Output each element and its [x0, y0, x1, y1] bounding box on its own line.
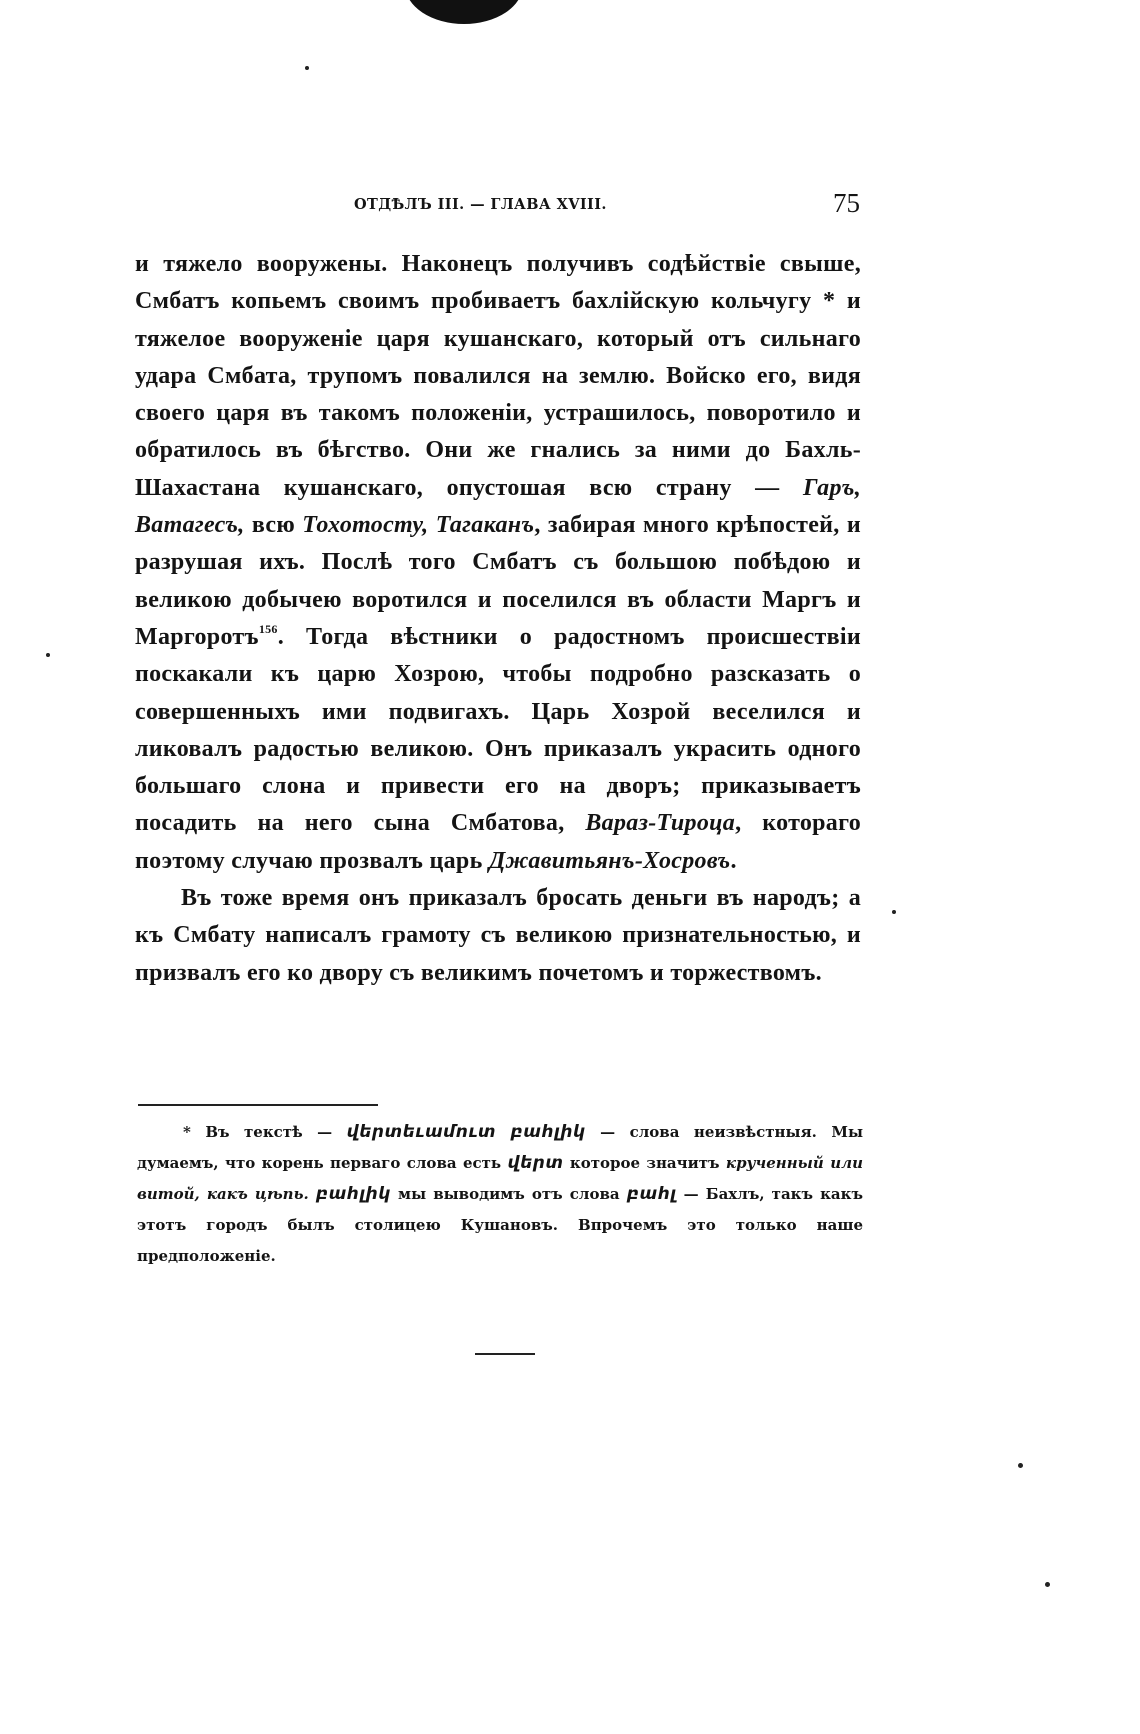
speck	[892, 910, 896, 914]
person-name: Вараз-Тироца	[585, 810, 736, 837]
armenian-word: վերտ	[507, 1153, 564, 1173]
note-reference: 156	[258, 621, 278, 636]
text-run: . Тогда вѣстники о радостномъ происшествіи поскакали къ царю Хозрою, чтобы подробно разсказать о совершенныхъ ими подвигахъ. Царь Хозрой веселился и ликовалъ радостью великою. Онъ приказалъ украсить одного большаго слона и привести его на дворъ; приказываетъ посадить на него сына Смбатова,	[135, 623, 861, 837]
page-number: 75	[833, 188, 860, 218]
speck	[1018, 1463, 1023, 1468]
italic-phrase: крученный или витой, какъ цѣпь.	[137, 1154, 863, 1203]
text-run: , котораго поэтому случаю прозвалъ царь	[135, 810, 861, 874]
text-run: и тяжело вооружены. Наконецъ получивъ содѣйствіе свыше, Смбатъ копьемъ своимъ пробиваетъ бахлійскую кольчугу * и тяжелое вооруженіе царя кушанскаго, который отъ сильнаго удара Смбата, трупомъ повалился на землю. Войско его, видя своего царя въ такомъ положеніи, устрашилось, поворотило и обратилось въ бѣгство. Они же гнались за ними до Бахль-Шахастана кушанскаго, опустошая всю страну —	[135, 251, 861, 501]
text-run	[309, 1185, 316, 1203]
text-run: — Бахлъ, такъ какъ этотъ городъ былъ столицею Кушановъ. Впрочемъ это только наше предположеніе.	[137, 1185, 863, 1265]
armenian-word: բահլիկ	[510, 1122, 586, 1142]
paragraph	[135, 246, 861, 880]
text-run: которое значитъ	[563, 1154, 726, 1172]
armenian-word: բահլ	[626, 1184, 677, 1204]
text-run	[496, 1123, 510, 1141]
place-name: Тохотосту, Тагаканъ	[302, 512, 535, 539]
text-run: мы выводимъ отъ слова	[390, 1185, 627, 1203]
speck	[46, 653, 50, 657]
text-run: , забирая много крѣпостей, и разрушая ихъ. Послѣ того Смбатъ съ большою побѣдою и великою добычею воротился и поселился въ области Маргъ и Маргоротъ	[135, 512, 861, 650]
paragraph: Въ тоже время онъ приказалъ бросать деньги въ народъ; а къ Смбату написалъ грамоту съ великою признательностью, и призвалъ его ко двору съ великимъ почетомъ и торжествомъ.	[135, 885, 861, 986]
end-rule	[475, 1353, 535, 1355]
text-run: — слова неизвѣстныя. Мы думаемъ, что корень перваго слова есть	[137, 1123, 863, 1172]
person-name: Джавитьянъ-Хосровъ	[488, 847, 731, 874]
ink-blot	[405, 0, 523, 24]
armenian-word: բահլիկ	[315, 1184, 391, 1204]
place-name: Гаръ, Ватагесъ,	[135, 474, 861, 539]
speck	[305, 66, 309, 70]
footnote-rule	[138, 1104, 378, 1106]
text-run: .	[730, 847, 737, 874]
body-text	[135, 246, 861, 992]
text-run: всю	[244, 512, 303, 539]
speck	[1045, 1582, 1050, 1587]
armenian-word: վերտեւամուտ	[346, 1122, 497, 1142]
footnote-text	[137, 1117, 863, 1272]
running-head	[136, 188, 860, 220]
text-run: * Въ текстѣ —	[183, 1123, 347, 1141]
footnote	[137, 1117, 863, 1272]
running-title: ОТДѢЛЪ III. — ГЛАВА XVIII.	[354, 196, 607, 213]
